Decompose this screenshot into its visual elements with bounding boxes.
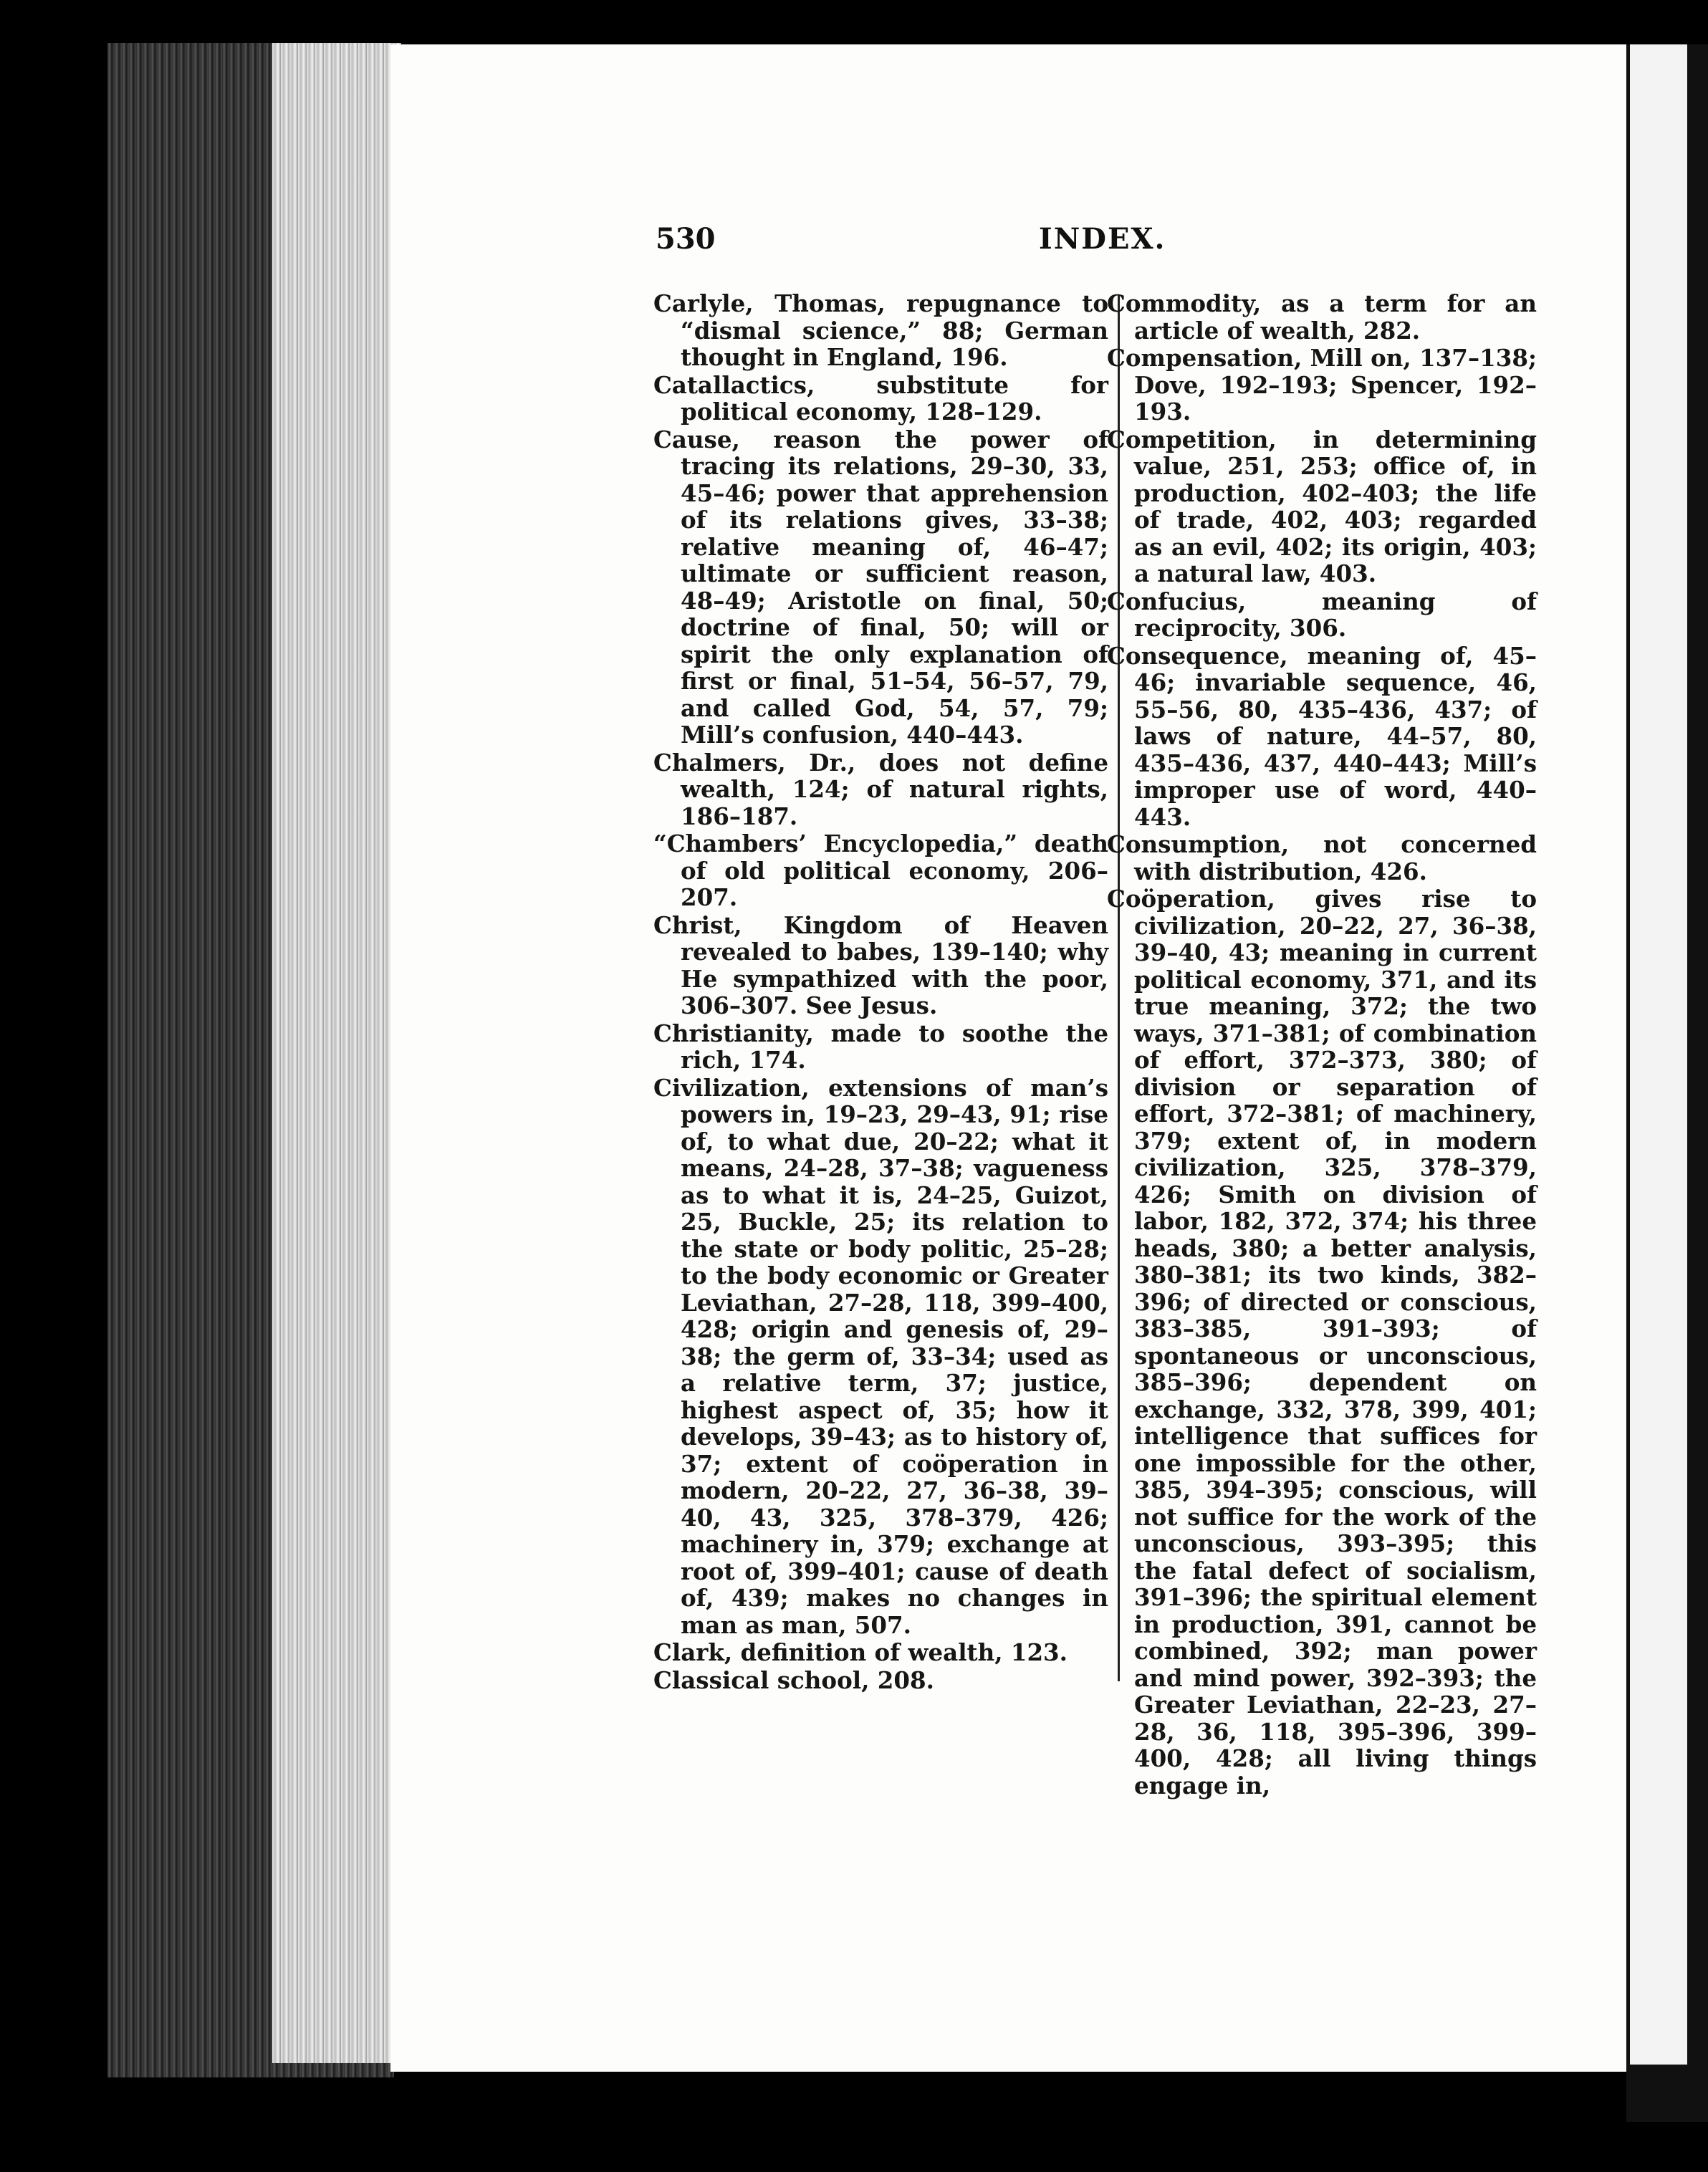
index-entry: Commodity, as a term for an article of wealth, 282.	[1107, 289, 1537, 345]
index-entry: Confucius, meaning of reciprocity, 306.	[1107, 587, 1537, 642]
index-entry: Consumption, not concerned with distribution, 426.	[1107, 830, 1537, 885]
running-head	[656, 222, 1551, 265]
index-entry: Christ, Kingdom of Heaven revealed to babes, 139–140; why He sympathized with the poor, 306–307. See Jesus.	[653, 910, 1108, 1019]
index-entry: “Chambers’ Encyclopedia,” death of old political economy, 206–207.	[653, 830, 1108, 911]
index-entry: Classical school, 208.	[653, 1666, 934, 1694]
index-entry: Chalmers, Dr., does not define wealth, 124; of natural rights, 186–187.	[653, 748, 1108, 830]
page-title: INDEX.	[1039, 222, 1166, 256]
index-entry: Carlyle, Thomas, repugnance to “dismal science,” 88; German thought in England, 196.	[653, 289, 1108, 371]
index-column-left	[653, 290, 1108, 1694]
index-entry: Christianity, made to soothe the rich, 174.	[653, 1019, 1108, 1074]
index-entry: Coöperation, gives rise to civilization, 20–22, 27, 36–38, 39–40, 43; meaning in current political economy, 371, and its true meaning, 372; the two ways, 371–381; of combination of effort, 372–373, 380; of division or separation of effort, 372–381; of machinery, 379; extent of, in modern civilization, 325, 378–379, 426; Smith on division of labor, 182, 372, 374; his three heads, 380; a better analysis, 380–381; its two kinds, 382–396; of directed or conscious, 383–385, 391–393; of spontaneous or unconscious, 385–396; dependent on exchange, 332, 378, 399, 401; intelligence that suffices for one impossible for the other, 385, 394–395; conscious, will not suffice for the work of the unconscious, 393–395; this the fatal defect of socialism, 391–396; the spiritual element in production, 391, cannot be combined, 392; man power and mind power, 392–393; the Greater Leviathan, 22–23, 27–28, 36, 118, 395–396, 399–400, 428; all living things engage in,	[1107, 885, 1537, 1799]
page-number: 530	[656, 222, 716, 256]
index-entry: Cause, reason the power of tracing its relations, 29–30, 33, 45–46; power that apprehension of its relations gives, 33–38; relative meaning of, 46–47; ultimate or sufficient reason, 48–49; Aristotle on final, 50; doctrine of final, 50; will or spirit the only explanation of first or final, 51–54, 56–57, 79, and called God, 54, 57, 79; Mill’s confusion, 440–443.	[653, 425, 1108, 749]
index-entry: Clark, definition of wealth, 123.	[653, 1638, 1068, 1666]
index-entry: Consequence, meaning of, 45–46; invariable sequence, 46, 55–56, 80, 435–436, 437; of laws of nature, 44–57, 80, 435–436, 437, 440–443; Mill’s improper use of word, 440–443.	[1107, 641, 1537, 831]
index-entry: Civilization, extensions of man’s powers in, 19–23, 29–43, 91; rise of, to what due, 20–22; what it means, 24–28, 37–38; vagueness as to what it is, 24–25, Guizot, 25, Buckle, 25; its relation to the state or body politic, 25–28; to the body economic or Greater Leviathan, 27–28, 118, 399–400, 428; origin and genesis of, 29–38; the germ of, 33–34; used as a relative term, 37; justice, highest aspect of, 35; how it develops, 39–43; as to history of, 37; extent of coöperation in modern, 20–22, 27, 36–38, 39–40, 43, 325, 378–379, 426; machinery in, 379; exchange at root of, 399–401; cause of death of, 439; makes no changes in man as man, 507.	[653, 1073, 1108, 1639]
page-stack-edges	[272, 43, 401, 2063]
index-entry: Competition, in determining value, 251, 253; office of, in production, 402–403; the life of trade, 402, 403; regarded as an evil, 402; its origin, 403; a natural law, 403.	[1107, 425, 1537, 587]
index-column-right	[1107, 290, 1537, 1799]
facing-page-edge	[1630, 44, 1687, 2065]
index-entry: Compensation, Mill on, 137–138; Dove, 192–193; Spencer, 192–193.	[1107, 344, 1537, 426]
index-entry: Catallactics, substitute for political economy, 128–129.	[653, 370, 1108, 426]
